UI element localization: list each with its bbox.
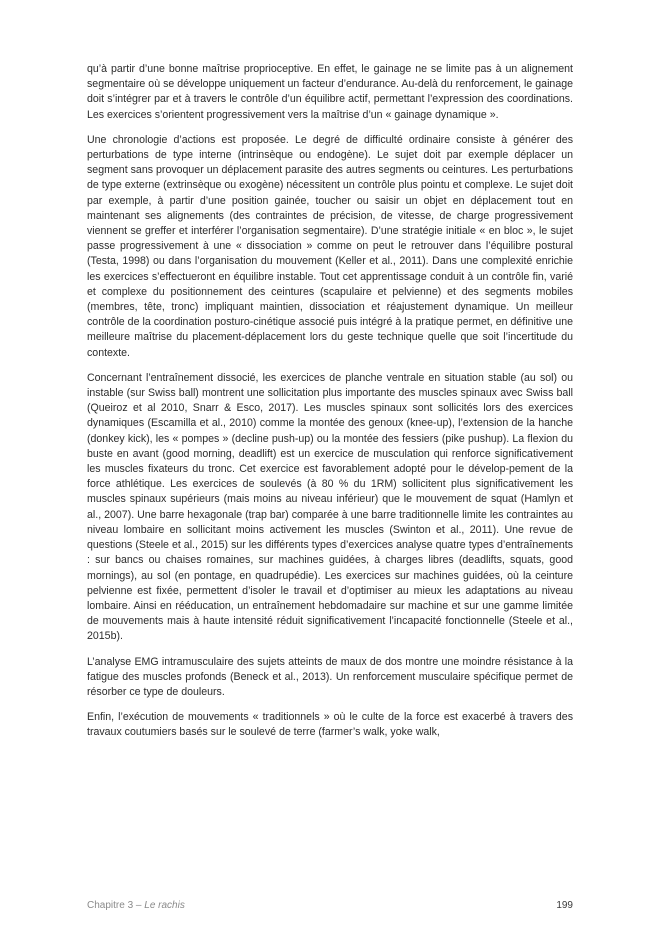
paragraph: L’analyse EMG intramusculaire des sujets atteints de maux de dos montre une moindre résistance à la fatigue des muscles profonds (Beneck et al., 2013). Un renforcement musculaire spécifique permet de résorber ce type de douleurs.	[87, 655, 573, 698]
footer-chapter-prefix: Chapitre 3 –	[87, 900, 145, 911]
paragraph: Concernant l’entraînement dissocié, les exercices de planche ventrale en situation stable (au sol) ou instable (sur Swiss ball) montrent une sollicitation plus importante des muscles spinaux avec Swiss ball (Queiroz et al 2010, Snarr & Esco, 2017). Les muscles spinaux sont sollicités lors des exercices dynamiques (Escamilla et al., 2010) comme la montée des genoux (knee-up), l’extension de la hanche (donkey kick), les « pompes » (decline push-up) ou la montée des fessiers (pike pushup). La flexion du buste en avant (good morning, deadlift) est un exercice de musculation qui renforce significativement les muscles fixateurs du tronc. Cet exercice est favorablement adopté pour le dévelop-pement de la force athlétique. Les exercices de soulevés (à 80 % du 1RM) sollicitent plus significativement les muscles spinaux supérieurs (mais moins au niveau inférieur) que le mouvement de squat (Hamlyn et al., 2007). Une barre hexagonale (trap bar) comparée à une barre traditionnelle limite les contraintes au niveau lombaire en sollicitant moins activement les muscles (Swinton et al., 2011). Une revue de questions (Steele et al., 2015) sur les différents types d’exercices analyse quatre types d’entraînements : sur bancs ou chaises romaines, sur machines guidées, à charges libres (deadlifts, squats, good mornings), au sol (en pontage, en quadrupédie). Les exercices sur machines guidées, où la ceinture pelvienne est fixée, permettent d’isoler le travail et d’optimiser au mieux les adaptations au niveau lombaire. Ainsi en rééducation, un entraînement hebdomadaire sur machine et sur une gamme limitée de mouvements mais à haute intensité réduit significativement l’incapacité fonctionnelle (Steele et al., 2015b).	[87, 371, 573, 643]
paragraph: qu’à partir d’une bonne maîtrise proprioceptive. En effet, le gainage ne se limite pas à un alignement segmentaire où se développe uniquement un facteur d’endurance. Au-delà du renforcement, le gainage doit s’intégrer par et à travers le contrôle d’un équilibre actif, permettant l’expression des coordinations. Les exercices s’orientent progressivement vers la maîtrise d’un « gainage dynamique ».	[87, 63, 573, 121]
body-text	[87, 62, 573, 751]
paragraph: Enfin, l’exécution de mouvements « traditionnels » où le culte de la force est exacerbé à travers des travaux coutumiers basés sur le soulevé de terre (farmer’s walk, yoke walk,	[87, 711, 573, 739]
footer-chapter	[87, 900, 185, 911]
paragraph: Une chronologie d’actions est proposée. Le degré de difficulté ordinaire consiste à générer des perturbations de type interne (intrinsèque ou endogène). Le sujet doit par exemple déplacer un segment sans provoquer un déplacement parasite des autres segments ou ceintures. Les perturbations de type externe (extrinsèque ou exogène) nécessitent un contrôle plus pointu et complexe. Le sujet doit par exemple, à partir d’une position gainée, toucher ou saisir un objet en déplacement tout en maintenant ses alignements (des contraintes de précision, de vitesse, de charge progressivement viennent se greffer et interférer l’organisation segmentaire). D’une stratégie initiale « en bloc », le sujet passe progressivement à une « dissociation » comme on peut le retrouver dans l’équilibre postural (Testa, 1998) ou dans l’organisation du mouvement (Keller et al., 2011). Dans une complexité enrichie les exercices s’effectueront en équilibre instable. Tout cet apprentissage conduit à un contrôle fin, varié et complexe du positionnement des ceintures (scapulaire et pelvienne) et des segments mobiles (membres, tête, tronc) impliquant maintien, dissociation et réajustement dynamique. Un meilleur contrôle de la coordination posturo-cinétique associé puis intégré à la pratique permet, en définitive une meilleure maîtrise du placement-déplacement lors du geste technique quelle que soit l’incertitude du contexte.	[87, 133, 573, 359]
page-number: 199	[556, 900, 573, 911]
footer-chapter-title: Le rachis	[144, 900, 185, 911]
